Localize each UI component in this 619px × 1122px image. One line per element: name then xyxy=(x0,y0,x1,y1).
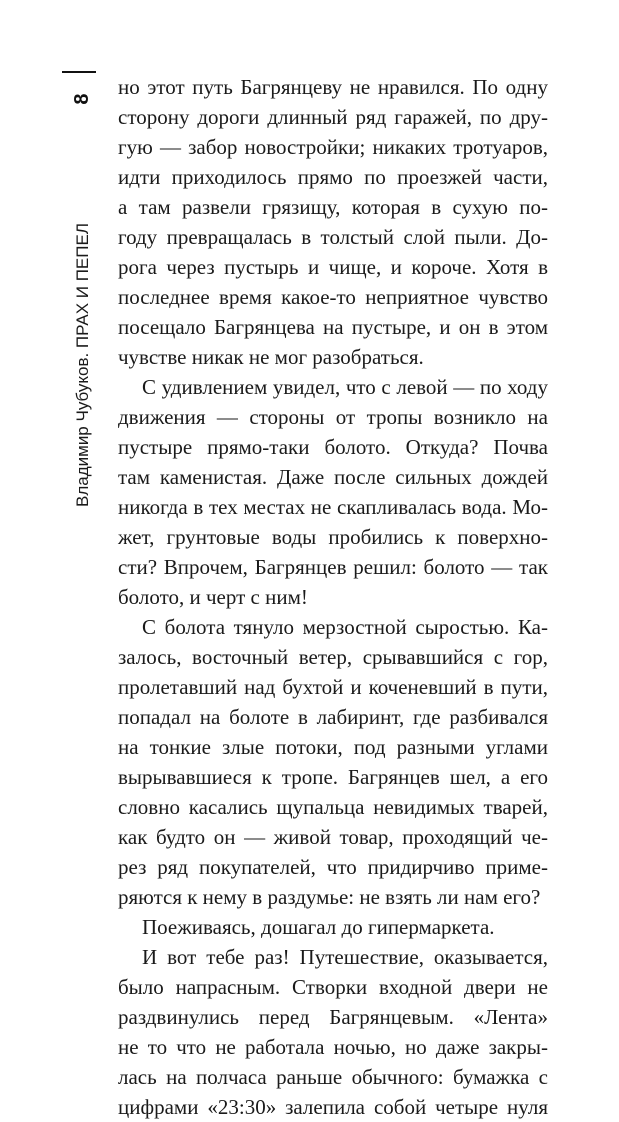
text-line: посещало Багрянцева на пустыре, и он в этом xyxy=(118,315,548,339)
text-line: никогда в тех местах не скапливалась вода. Мо- xyxy=(118,495,548,519)
text-line: не то что не работала ночью, но даже закры- xyxy=(118,1035,548,1059)
text-line: лась на полчаса раньше обычного: бумажка с xyxy=(118,1065,548,1089)
text-line: С удивлением увидел, что с левой — по ходу xyxy=(142,375,548,399)
text-line: ряются к нему в раздумье: не взять ли нам его? xyxy=(118,885,541,909)
text-line: болото, и черт с ним! xyxy=(118,585,308,609)
text-line: Поеживаясь, дошагал до гипермаркета. xyxy=(142,915,495,939)
text-line: движения — стороны от тропы возникло на xyxy=(118,405,548,429)
text-line: идти приходилось прямо по проезжей части, xyxy=(118,165,548,189)
text-line: гую — забор новостройки; никаких тротуаров, xyxy=(118,135,548,159)
text-line: сти? Впрочем, Багрянцев решил: болото — так xyxy=(118,555,548,579)
running-head: Владимир Чубуков. ПРАХ И ПЕПЕЛ xyxy=(73,223,92,507)
text-line: попадал на болоте в лабиринт, где разбивался xyxy=(118,705,548,729)
text-line: а там развели грязищу, которая в сухую по- xyxy=(118,195,548,219)
text-line: последнее время какое-то неприятное чувство xyxy=(118,285,548,309)
text-line: И вот тебе раз! Путешествие, оказывается, xyxy=(142,945,548,969)
text-line: С болота тянуло мерзостной сыростью. Ка- xyxy=(142,615,548,639)
text-line: раздвинулись перед Багрянцевым. «Лента» xyxy=(118,1005,548,1029)
page-number: 8 xyxy=(71,93,93,105)
text-line: там каменистая. Даже после сильных дождей xyxy=(118,465,548,489)
text-line: как будто он — живой товар, проходящий че- xyxy=(118,825,548,849)
text-line: пустыре прямо-таки болото. Откуда? Почва xyxy=(118,435,548,459)
text-line: рез ряд покупателей, что придирчиво приме- xyxy=(118,855,548,879)
text-line: но этот путь Багрянцеву не нравился. По одну xyxy=(118,75,548,99)
text-line: вырывавшиеся к тропе. Багрянцев шел, а его xyxy=(118,765,548,789)
text-line: жет, грунтовые воды пробились к поверхно- xyxy=(118,525,548,549)
text-line: залось, восточный ветер, срывавшийся с гор, xyxy=(118,645,548,669)
text-line: цифрами «23:30» залепила собой четыре нуля xyxy=(118,1095,548,1119)
text-line: было напрасным. Створки входной двери не xyxy=(118,975,548,999)
body-text xyxy=(118,72,548,1122)
header-rule xyxy=(62,71,96,73)
text-line: пролетавший над бухтой и коченевший в пути, xyxy=(118,675,548,699)
text-line: чувстве никак не мог разобраться. xyxy=(118,345,424,369)
text-line: рога через пустырь и чище, и короче. Хотя в xyxy=(118,255,548,279)
text-line: на тонкие злые потоки, под разными углами xyxy=(118,735,548,759)
text-line: году превращалась в толстый слой пыли. До- xyxy=(118,225,548,249)
text-line: сторону дороги длинный ряд гаражей, по дру- xyxy=(118,105,548,129)
text-line: словно касались щупальца невидимых тварей, xyxy=(118,795,548,819)
